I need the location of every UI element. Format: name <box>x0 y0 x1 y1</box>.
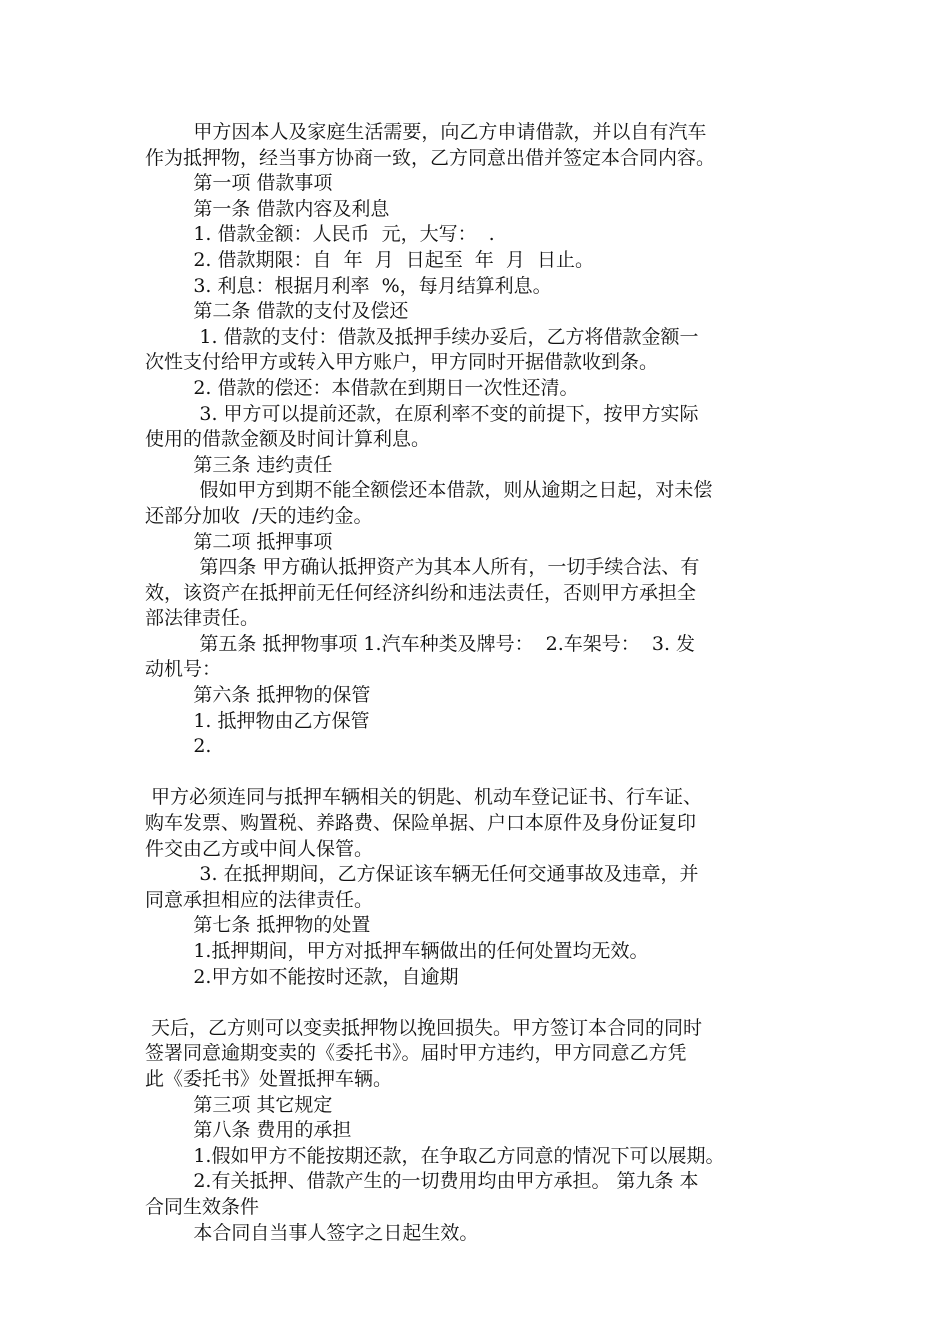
text-line: 第四条 甲方确认抵押资产为其本人所有，一切手续合法、有 <box>145 556 700 579</box>
text-line: 3. 甲方可以提前还款，在原利率不变的前提下，按甲方实际 <box>145 402 699 425</box>
text-line: 2.甲方如不能按时还款，自逾期 <box>145 965 459 988</box>
text-line: 第五条 抵押物事项 1.汽车种类及牌号： 2.车架号： 3. 发 <box>145 632 696 655</box>
text-line: 甲方因本人及家庭生活需要，向乙方申请借款，并以自有汽车 <box>145 121 707 143</box>
text-line: 件交由乙方或中间人保管。 <box>145 837 374 860</box>
text-line: 作为抵押物，经当事方协商一致，乙方同意出借并签定本合同内容。 <box>145 146 716 169</box>
text-line: 还部分加收 /天的违约金。 <box>145 504 373 527</box>
blank-line <box>145 760 813 786</box>
section-heading: 第二项 抵押事项 <box>145 530 333 553</box>
article-heading: 第三条 违约责任 <box>145 453 333 476</box>
article-heading: 第六条 抵押物的保管 <box>145 684 371 707</box>
text-line: 甲方必须连同与抵押车辆相关的钥匙、机动车登记证书、行车证、 <box>145 786 703 809</box>
text-line: 次性支付给甲方或转入甲方账户，甲方同时开据借款收到条。 <box>145 351 659 374</box>
text-line: 1.抵押期间，甲方对抵押车辆做出的任何处置均无效。 <box>145 940 649 962</box>
text-line: 3. 利息：根据月利率 %，每月结算利息。 <box>145 274 552 297</box>
blank-line <box>145 990 813 1016</box>
text-line: 2. 借款的偿还：本借款在到期日一次性还清。 <box>145 376 579 399</box>
text-line: 2.有关抵押、借款产生的一切费用均由甲方承担。 第九条 本 <box>145 1170 699 1193</box>
text-line: 1. 借款金额：人民币 元，大写： . <box>145 223 495 246</box>
section-heading: 第三项 其它规定 <box>145 1093 333 1116</box>
text-line: 购车发票、购置税、养路费、保险单据、户口本原件及身份证复印 <box>145 812 697 835</box>
text-line: 2. 借款期限：自 年 月 日起至 年 月 日止。 <box>145 248 594 271</box>
contract-body <box>145 120 813 1246</box>
text-line: 1. 借款的支付：借款及抵押手续办妥后，乙方将借款金额一 <box>145 325 699 348</box>
article-heading: 第二条 借款的支付及偿还 <box>145 300 409 323</box>
text-line: 合同生效条件 <box>145 1195 260 1218</box>
text-line: 1. 抵押物由乙方保管 <box>145 709 370 732</box>
text-line: 2. <box>145 735 212 758</box>
text-line: 天后，乙方则可以变卖抵押物以挽回损失。甲方签订本合同的同时 <box>145 1016 703 1039</box>
text-line: 部法律责任。 <box>145 607 260 630</box>
text-line: 此《委托书》处置抵押车辆。 <box>145 1067 393 1090</box>
article-heading: 第七条 抵押物的处置 <box>145 914 371 937</box>
text-line: 效，该资产在抵押前无任何经济纠纷和违法责任，否则甲方承担全 <box>145 581 697 604</box>
text-line: 本合同自当事人签字之日起生效。 <box>145 1221 479 1244</box>
text-line: 同意承担相应的法律责任。 <box>145 888 374 911</box>
text-line: 1.假如甲方不能按期还款，在争取乙方同意的情况下可以展期。 <box>145 1144 725 1167</box>
text-line: 使用的借款金额及时间计算利息。 <box>145 428 431 451</box>
text-line: 动机号： <box>145 658 222 681</box>
text-line: 3. 在抵押期间，乙方保证该车辆无任何交通事故及违章，并 <box>145 863 699 886</box>
text-line: 签署同意逾期变卖的《委托书》。届时甲方违约，甲方同意乙方凭 <box>145 1042 687 1065</box>
text-line: 假如甲方到期不能全额偿还本借款，则从逾期之日起，对未偿 <box>145 479 713 502</box>
article-heading: 第八条 费用的承担 <box>145 1119 352 1142</box>
section-heading: 第一项 借款事项 <box>145 172 333 195</box>
article-heading: 第一条 借款内容及利息 <box>145 197 390 220</box>
